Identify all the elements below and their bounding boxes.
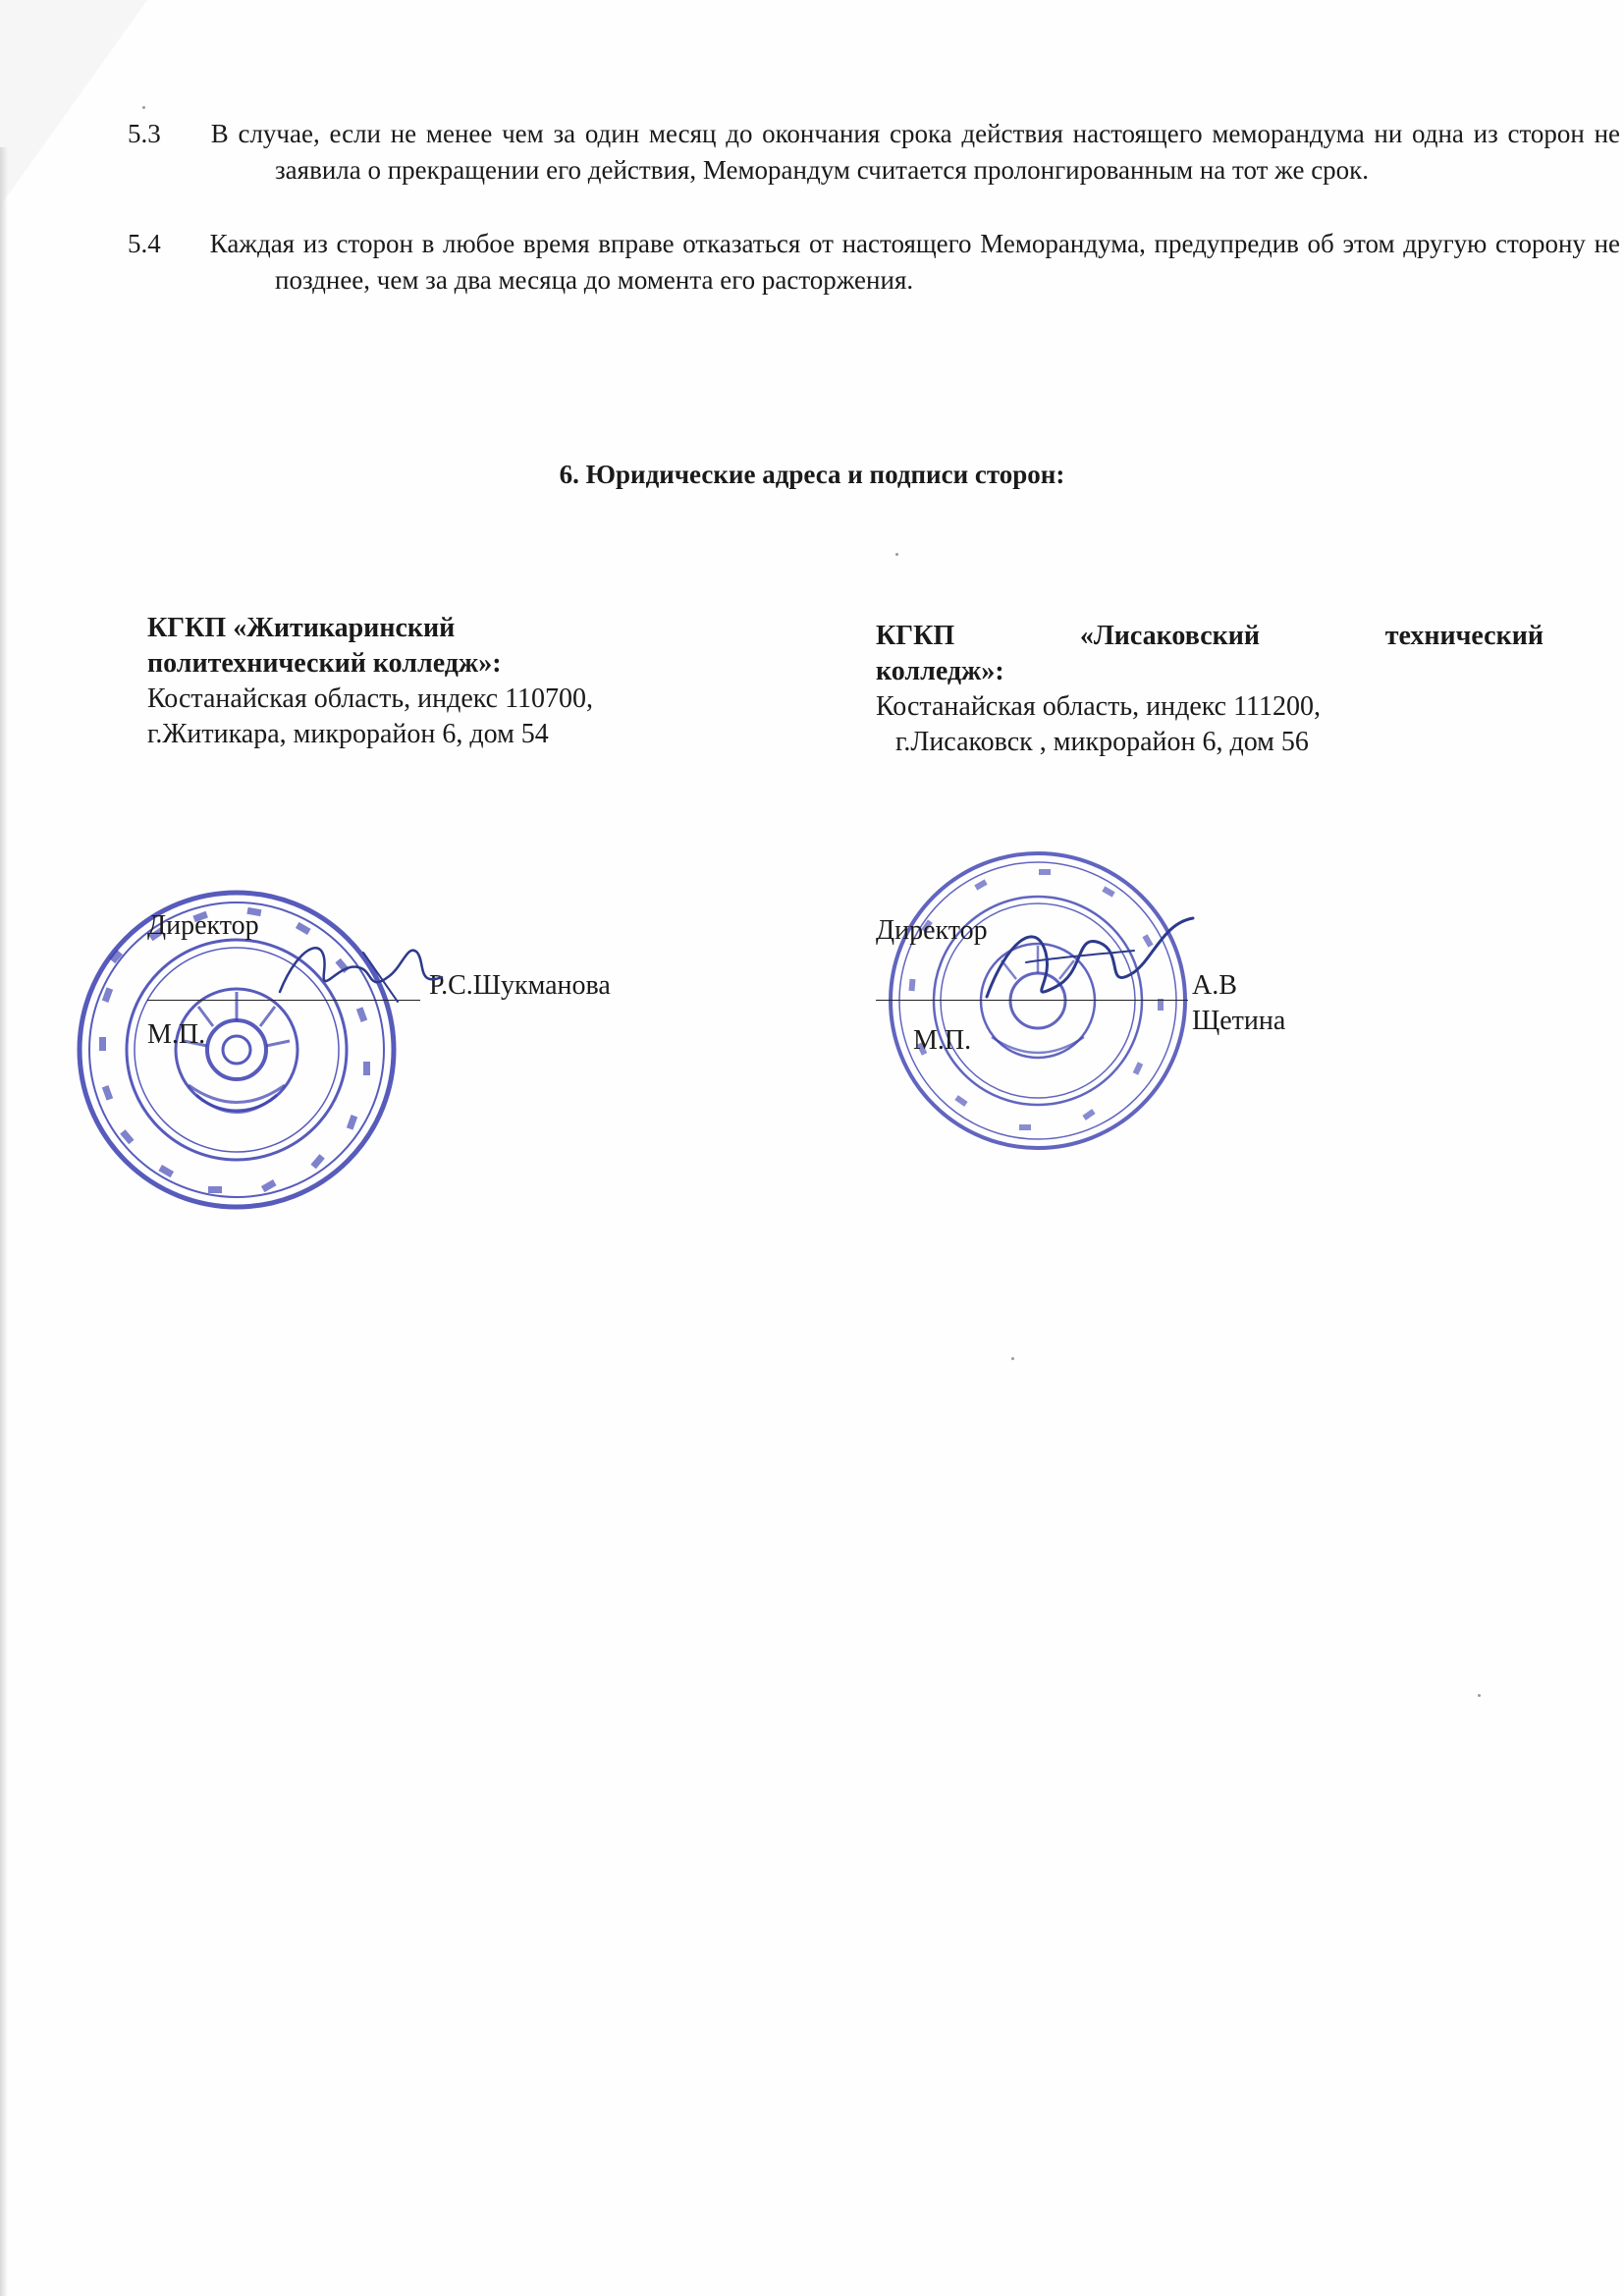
- party-right-address-line2: г.Лисаковск , микрорайон 6, дом 56: [895, 727, 1309, 757]
- section-title: 6. Юридические адреса и подписи сторон:: [559, 460, 1065, 489]
- clause-5-4: 5.4 Каждая из сторон в любое время вправе отказаться от настоящего Меморандума, предупредив об этом другую сторону не позднее, чем за два месяца до момента его расторжения.: [128, 229, 1620, 295]
- party-right-address-line1: Костанайская область, индекс 111200,: [876, 691, 1322, 722]
- party-right-org-line1: КГКП «Лисаковский технический: [876, 621, 1543, 651]
- right-signer-name: А.В Щетина: [1192, 970, 1286, 1036]
- left-signer-title: Директор: [147, 910, 259, 941]
- scan-speck: [1011, 1357, 1014, 1360]
- scan-corner-shadow: [0, 0, 147, 206]
- party-left-address-line2: г.Житикара, микрорайон 6, дом 54: [147, 719, 549, 749]
- party-right: [876, 619, 1543, 760]
- scan-speck: [1478, 1694, 1481, 1697]
- right-stamp-place: М.П.: [913, 1025, 972, 1056]
- party-right-org-line2: колледж»:: [876, 656, 1004, 686]
- left-signer-name: Р.С.Шукманова: [429, 970, 611, 1001]
- scan-speck: [142, 106, 145, 109]
- left-stamp-place: М.П.: [147, 1019, 206, 1050]
- left-handwritten-signature: [270, 923, 457, 1011]
- right-handwritten-signature: [967, 903, 1203, 1021]
- party-left-org-line1: КГКП «Житикаринский: [147, 613, 456, 643]
- party-left: [147, 611, 697, 752]
- clause-text: Каждая из сторон в любое время вправе отказаться от настоящего Меморандума, предупредив об этом другую сторону не позднее, чем за два месяца до момента его расторжения.: [209, 229, 1620, 295]
- scan-speck: [895, 553, 898, 556]
- clause-text: В случае, если не менее чем за один месяц до окончания срока действия настоящего меморандума ни одна из сторон не заявила о прекращении его действия, Меморандум считается пролонгированным на тот же срок.: [210, 119, 1621, 185]
- party-left-address-line1: Костанайская область, индекс 110700,: [147, 683, 594, 714]
- party-left-org-line2: политехнический колледж»:: [147, 648, 502, 679]
- right-signer-title: Директор: [876, 915, 988, 946]
- clause-5-3: 5.3 В случае, если не менее чем за один месяц до окончания срока действия настоящего меморандума ни одна из сторон не заявила о прекращении его действия, Меморандум считается пролонгированным на тот же срок.: [128, 119, 1621, 185]
